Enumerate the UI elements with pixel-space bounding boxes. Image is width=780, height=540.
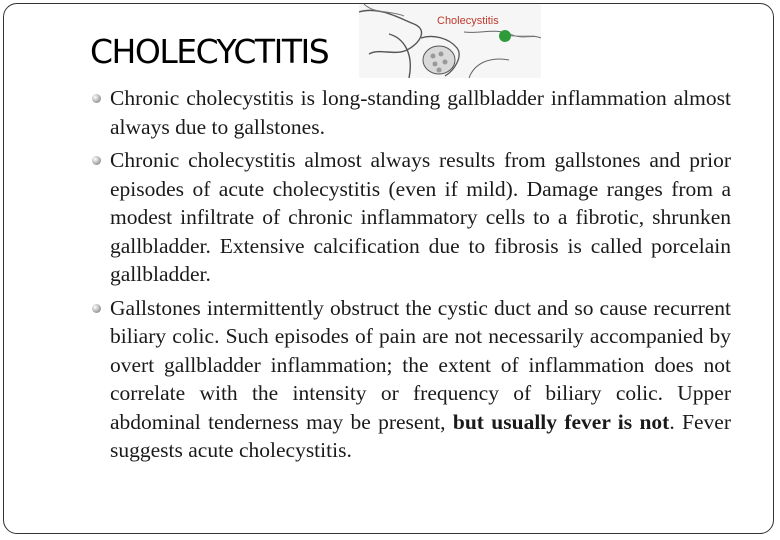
bullet-list	[88, 84, 731, 470]
slide-frame	[3, 3, 774, 534]
bullet-item	[88, 146, 731, 289]
bullet-text: Chronic cholecystitis almost always results from gallstones and prior episodes of acute cholecystitis (even if mild). Damage ranges from a modest infiltrate of chronic inflammatory cells to a fibrotic, shrunken gallbladder. Extensive calcification due to fibrosis is called porcelain gallbladder.	[110, 148, 731, 286]
bullet-item	[88, 84, 731, 141]
bullet-text-part: . Fever suggests acute cholecystitis.	[110, 409, 731, 462]
bullet-icon	[92, 304, 101, 313]
bullet-text-emphasis: but usually fever is not	[452, 409, 670, 434]
figure-label: Cholecystitis	[437, 15, 499, 27]
location-marker-icon	[499, 30, 511, 42]
bullet-text: Chronic cholecystitis is long-standing gallbladder inflammation almost always due to gallstones.	[110, 86, 731, 139]
slide-title: CHOLECYCTITIS	[90, 32, 329, 71]
bullet-icon	[92, 94, 101, 103]
anatomy-illustration	[359, 4, 541, 78]
bullet-text-part: Gallstones intermittently obstruct the cystic duct and so cause recurrent biliary colic. Such episodes of pain are not necessarily accompanied by overt gallbladder inflammation; the extent of inflammation does not correlate with the intensity or frequency of biliary colic. Upper abdominal tenderness may be present,	[110, 295, 731, 434]
bullet-item	[88, 294, 731, 465]
bullet-icon	[92, 156, 101, 165]
